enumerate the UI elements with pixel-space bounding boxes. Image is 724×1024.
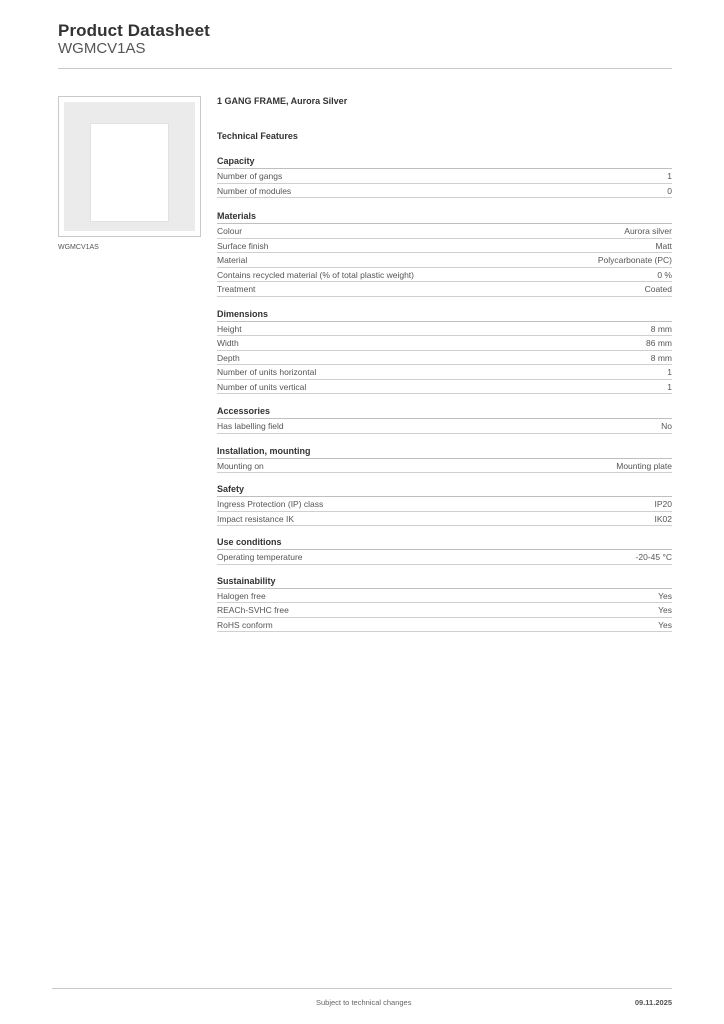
spec-row <box>217 365 672 380</box>
section-title: Sustainability <box>217 575 672 589</box>
spec-section <box>217 308 672 395</box>
spec-value: Yes <box>658 605 672 615</box>
product-code: WGMCV1AS <box>58 40 146 57</box>
spec-value: 1 <box>667 367 672 377</box>
spec-value: 86 mm <box>646 338 672 348</box>
spec-row <box>217 589 672 604</box>
spec-label: Operating temperature <box>217 552 303 562</box>
spec-value: Mounting plate <box>616 460 672 471</box>
spec-value: 8 mm <box>650 323 672 334</box>
section-title: Installation, mounting <box>217 445 672 459</box>
document-title: Product Datasheet <box>58 21 210 40</box>
spec-value: 1 <box>667 171 672 181</box>
footer-divider <box>52 988 672 989</box>
section-title: Safety <box>217 483 672 497</box>
section-title: Dimensions <box>217 308 672 322</box>
product-name: 1 GANG FRAME, Aurora Silver <box>217 96 348 106</box>
spec-row <box>217 224 672 239</box>
spec-value: Matt <box>655 240 672 251</box>
spec-row <box>217 351 672 366</box>
spec-label: RoHS conform <box>217 619 273 630</box>
spec-row <box>217 603 672 618</box>
spec-label: Surface finish <box>217 240 269 251</box>
spec-content <box>217 95 672 632</box>
image-caption: WGMCV1AS <box>58 244 99 251</box>
spec-label: Depth <box>217 352 240 363</box>
spec-label: Width <box>217 338 239 348</box>
spec-row <box>217 169 672 184</box>
spec-section <box>217 536 672 565</box>
spec-value: Yes <box>658 590 672 601</box>
spec-label: Number of units vertical <box>217 381 307 392</box>
spec-value: IP20 <box>654 499 672 509</box>
spec-label: Has labelling field <box>217 421 284 431</box>
spec-row <box>217 268 672 283</box>
spec-row <box>217 419 672 434</box>
spec-section <box>217 483 672 526</box>
spec-label: Number of gangs <box>217 171 283 181</box>
spec-row <box>217 184 672 199</box>
spec-value: Coated <box>644 284 672 294</box>
spec-row <box>217 550 672 565</box>
frame-opening <box>90 123 169 222</box>
spec-section <box>217 575 672 633</box>
section-title: Accessories <box>217 405 672 419</box>
spec-label: Height <box>217 323 242 334</box>
spec-row <box>217 239 672 254</box>
spec-section <box>217 210 672 297</box>
spec-row <box>217 459 672 474</box>
spec-label: Halogen free <box>217 590 266 601</box>
frame-illustration <box>64 102 195 231</box>
spec-row <box>217 282 672 297</box>
spec-section <box>217 155 672 198</box>
section-title: Capacity <box>217 155 672 169</box>
header-divider <box>58 68 672 69</box>
spec-label: REACh-SVHC free <box>217 605 289 615</box>
spec-label: Ingress Protection (IP) class <box>217 499 324 509</box>
spec-label: Number of units horizontal <box>217 367 317 377</box>
spec-section <box>217 405 672 434</box>
spec-row <box>217 497 672 512</box>
spec-label: Impact resistance IK <box>217 513 295 524</box>
spec-value: 0 % <box>657 269 672 280</box>
spec-sections <box>217 155 672 632</box>
spec-row <box>217 322 672 337</box>
spec-label: Number of modules <box>217 185 292 196</box>
spec-row <box>217 618 672 633</box>
product-image <box>58 96 201 237</box>
spec-value: -20-45 °C <box>635 552 672 562</box>
spec-section <box>217 445 672 474</box>
spec-label: Colour <box>217 226 243 236</box>
technical-features-heading: Technical Features <box>217 131 298 141</box>
section-title: Materials <box>217 210 672 224</box>
spec-value: Yes <box>658 619 672 630</box>
spec-row <box>217 512 672 527</box>
spec-label: Contains recycled material (% of total plastic weight) <box>217 269 414 280</box>
spec-value: IK02 <box>654 513 672 524</box>
spec-value: Polycarbonate (PC) <box>597 255 672 265</box>
spec-value: Aurora silver <box>624 226 672 236</box>
spec-value: No <box>661 421 672 431</box>
spec-value: 1 <box>667 381 672 392</box>
spec-label: Treatment <box>217 284 256 294</box>
footer-note: Subject to technical changes <box>316 998 412 1007</box>
spec-label: Mounting on <box>217 460 264 471</box>
spec-row <box>217 336 672 351</box>
spec-row <box>217 380 672 395</box>
spec-label: Material <box>217 255 248 265</box>
spec-value: 0 <box>667 185 672 196</box>
spec-value: 8 mm <box>650 352 672 363</box>
footer-date: 09.11.2025 <box>634 998 672 1007</box>
spec-row <box>217 253 672 268</box>
section-title: Use conditions <box>217 536 672 550</box>
